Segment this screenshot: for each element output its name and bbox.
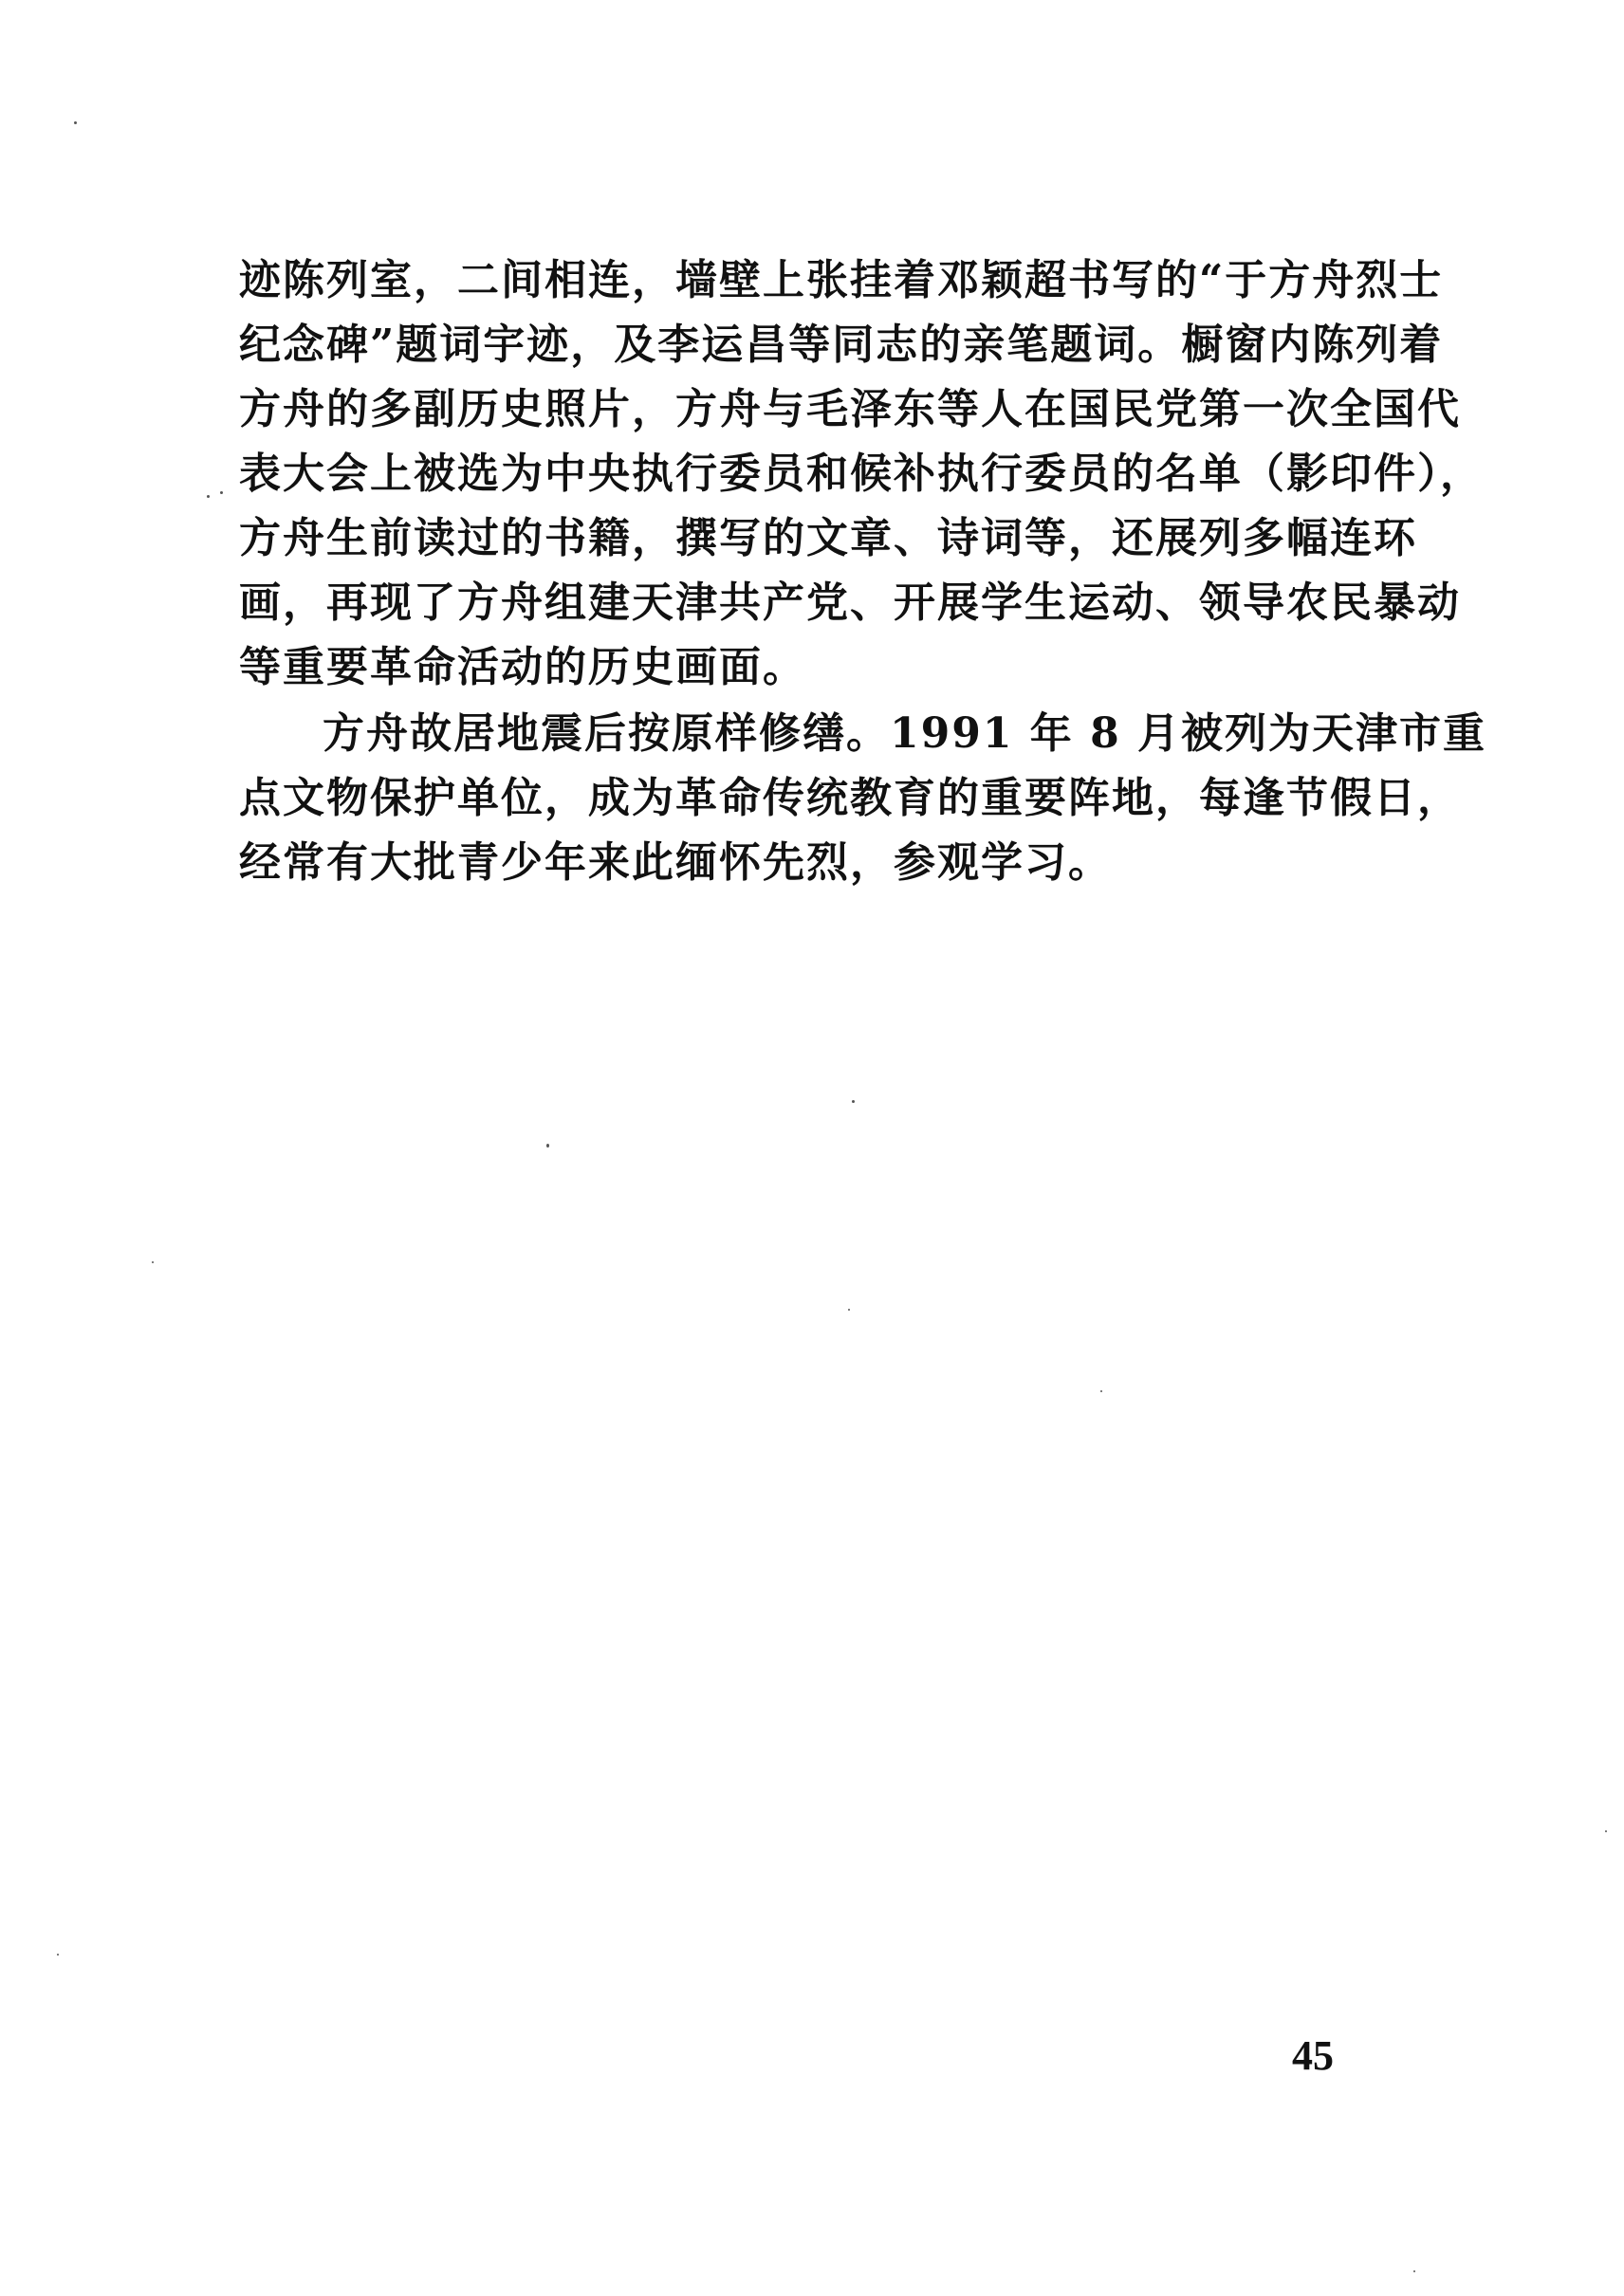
text-line: 等重要革命活动的历史画面。 <box>239 643 806 691</box>
scan-speck <box>207 495 210 498</box>
body-text <box>239 248 1487 895</box>
paragraph-1 <box>239 248 1484 700</box>
paragraph-2 <box>239 702 1487 895</box>
scan-speck <box>1413 2270 1415 2272</box>
scan-speck <box>57 1954 59 1956</box>
scan-speck <box>152 1261 154 1263</box>
text-line: 纪念碑”题词宇迹，及李运昌等同志的亲笔题词。橱窗内陈列着 <box>239 321 1444 369</box>
scan-speck <box>220 491 223 494</box>
page-number: 45 <box>1292 2032 1334 2079</box>
scan-speck <box>852 1100 855 1103</box>
scan-speck <box>74 121 77 124</box>
scan-speck <box>1605 1830 1607 1832</box>
scan-speck <box>848 1309 850 1311</box>
text-line: 经常有大批青少年来此缅怀先烈，参观学习。 <box>239 838 1112 887</box>
text-line: 方舟故居地震后按原样修缮。1991 年 8 月被列为天津市重 <box>323 709 1487 758</box>
text-line: 点文物保护单位，成为革命传统教育的重要阵地，每逢节假日， <box>239 774 1461 822</box>
scan-speck <box>1100 1390 1102 1392</box>
scan-speck <box>546 1144 549 1148</box>
text-line: 表大会上被选为中央执行委员和候补执行委员的名单（影印件）， <box>239 450 1484 498</box>
text-line: 迹陈列室，二间相连，墙壁上张挂着邓颖超书写的“于方舟烈士 <box>239 256 1444 304</box>
text-line: 方舟生前读过的书籍，撰写的文章、诗词等，还展列多幅连环 <box>239 514 1417 562</box>
text-line: 方舟的多副历史照片，方舟与毛泽东等人在国民党第一次全国代 <box>239 385 1461 433</box>
text-line: 画，再现了方舟组建天津共产党、开展学生运动、领导农民暴动 <box>239 579 1461 627</box>
